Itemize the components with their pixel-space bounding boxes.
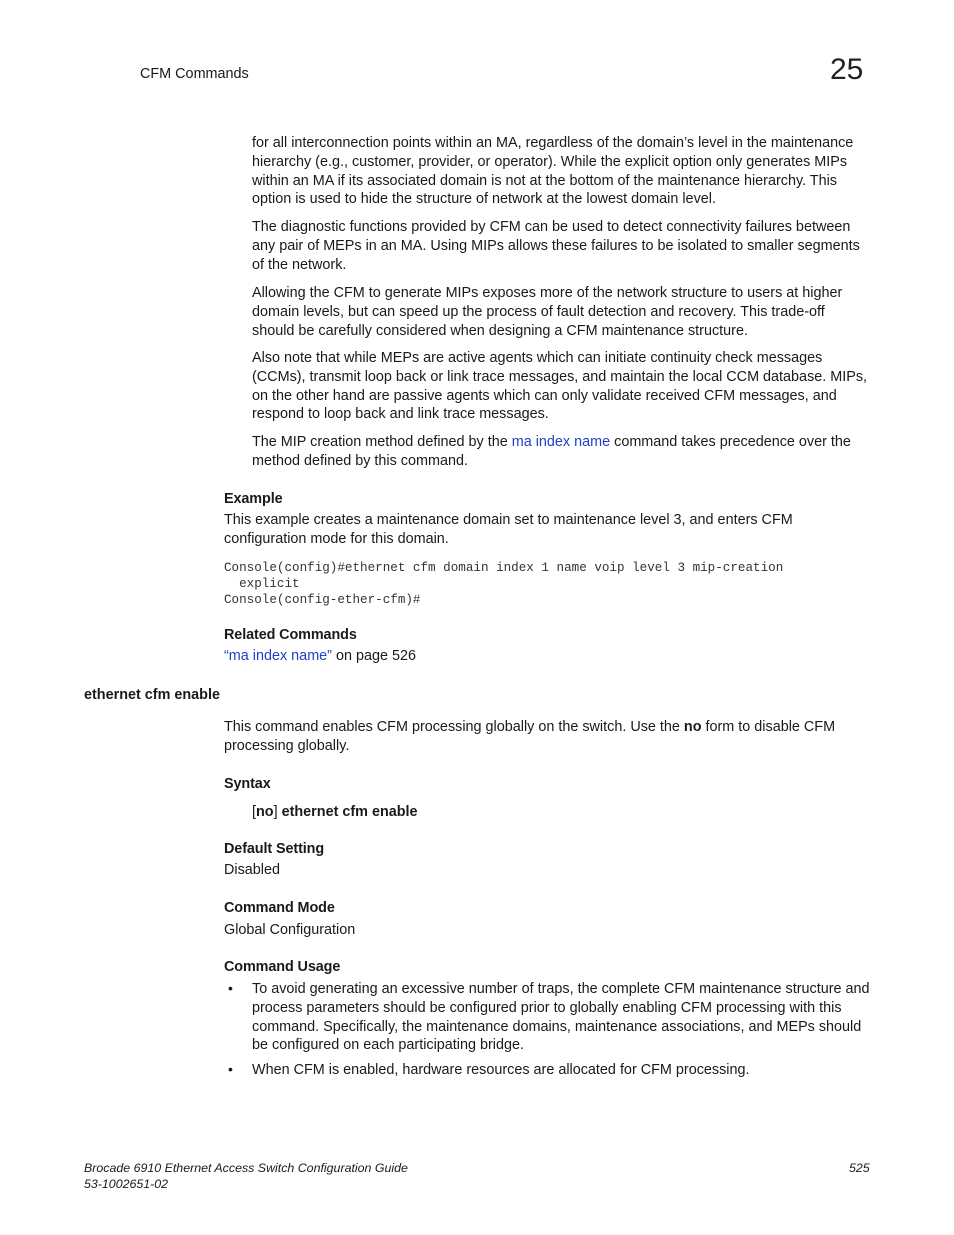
- default-setting-value: Disabled: [224, 862, 280, 878]
- related-commands-heading: Related Commands: [224, 627, 357, 643]
- related-command-page: on page 526: [331, 648, 417, 664]
- default-setting-heading: Default Setting: [224, 841, 325, 857]
- running-header: CFM Commands: [140, 66, 249, 82]
- command-mode-value: Global Configuration: [224, 922, 356, 938]
- syntax-heading: Syntax: [224, 776, 271, 792]
- syntax-command: ethernet cfm enable: [281, 804, 418, 820]
- intro-paragraph-5: [252, 433, 870, 471]
- usage-item: To avoid generating an excessive number of traps, the complete CFM maintenance structure and process parameters should be configured prior to globally enabling CFM processing with this command. Specifically, the maintenance domains, maintenance associations, and MEPs should be configured on each participating bridge.: [252, 981, 870, 1054]
- intro-paragraph-3: Allowing the CFM to generate MIPs exposes more of the network structure to users at higher domain levels, but can speed up the process of fault detection and recovery. This trade-off should be carefully considered when designing a CFM maintenance structure.: [252, 285, 843, 339]
- command-usage-heading: Command Usage: [224, 959, 341, 975]
- ma-index-name-link[interactable]: ma index name: [511, 434, 611, 450]
- section-title: ethernet cfm enable: [84, 687, 220, 703]
- chapter-number: 25: [830, 53, 864, 86]
- intro-paragraph-2: The diagnostic functions provided by CFM can be used to detect connectivity failures between any pair of MEPs in an MA. Using MIPs allows these failures to be isolated to smaller segments of the network.: [252, 219, 860, 273]
- usage-item: When CFM is enabled, hardware resources are allocated for CFM processing.: [252, 1062, 750, 1078]
- command-mode-heading: Command Mode: [224, 900, 335, 916]
- footer-doc-number: 53-1002651-02: [84, 1177, 169, 1191]
- section-description: [224, 718, 870, 756]
- syntax-line: [252, 804, 418, 820]
- intro-paragraph-4: Also note that while MEPs are active agents which can initiate continuity check messages (CCMs), transmit loop back or link trace messages, and maintain the local CCM database. MIPs, on the other hand are passive agents which can only validate received CFM messages, and respond to loop back and link trace messages.: [252, 350, 868, 423]
- intro-paragraph-1: for all interconnection points within an MA, regardless of the domain’s level in the maintenance hierarchy (e.g., customer, provider, or operator). While the explicit option only generates MIPs within an MA if its associated domain is not at the bottom of the maintenance hierarchy. This option is used to hide the structure of network at the lowest domain level.: [252, 135, 854, 208]
- bullet-marker: •: [228, 1061, 233, 1077]
- p5-text-pre: The MIP creation method defined by the: [252, 434, 512, 450]
- example-heading: Example: [224, 491, 283, 507]
- desc-pre: This command enables CFM processing globally on the switch. Use the: [224, 719, 684, 735]
- syntax-open-bracket: [: [252, 804, 256, 820]
- p5-text-post: command takes precedence over the method defined by this command.: [252, 434, 851, 469]
- syntax-close-bracket: ]: [273, 804, 282, 820]
- footer-doc-title: Brocade 6910 Ethernet Access Switch Configuration Guide: [84, 1161, 408, 1175]
- syntax-no-keyword: no: [256, 804, 274, 820]
- bullet-marker: •: [228, 980, 233, 996]
- example-text: This example creates a maintenance domain set to maintenance level 3, and enters CFM configuration mode for this domain.: [224, 512, 793, 547]
- desc-post: form to disable CFM processing globally.: [224, 719, 836, 754]
- example-code-block: Console(config)#ethernet cfm domain index 1 name voip level 3 mip-creation explicit Console(config-ether-cfm)#: [224, 561, 784, 607]
- related-command-entry: [224, 648, 416, 664]
- desc-no-keyword: no: [683, 719, 702, 735]
- related-command-link[interactable]: “ma index name”: [224, 648, 332, 664]
- footer-page-number: 525: [849, 1161, 870, 1175]
